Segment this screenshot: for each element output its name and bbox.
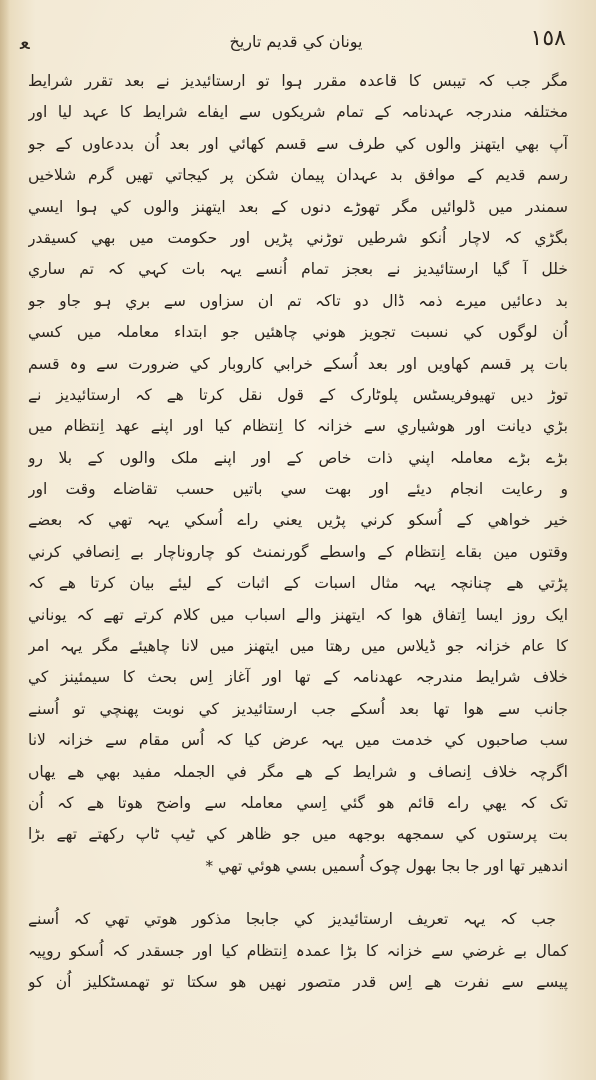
text-line: بگڑي کہ لاچار اُنکو شرطيں توڑني پڑيں اور حکومت ميں بھي کسيقدر xyxy=(28,228,568,247)
text-line: پڑتي هے چنانچہ يہہ مثال اسبات کے اثبات کے لیئے بيان کرتا هے کہ xyxy=(28,574,568,593)
text-line: رسم قديم کے موافق بد عہدان پيمان شکن پر کيجاتي تھيں گرم شلاخيں xyxy=(28,166,568,185)
page-header xyxy=(20,26,572,66)
paragraph-1 xyxy=(28,66,568,882)
text-line: بات پر قسم کھاويں اور بعد اُسکے خرابي کاروبار کي ضرورت سے وہ قسم xyxy=(28,354,568,373)
text-line: پيسے سے نفرت هے اِس قدر متصور نهيں هو سکتا تو تهمسٹکليز اُن کو xyxy=(28,972,568,991)
running-title: يونان کي قديم تاريخ xyxy=(229,32,363,51)
text-line: تک کہ يهي راے قائم هو گئي اِسي معاملہ سے واضح هوتا هے کہ اُن xyxy=(28,793,568,812)
text-line: بت پرستوں کي سمجهه بوجهه ميں جو ظاهر کي ٹيپ ٹاپ رکهتے تھے بڑا xyxy=(28,825,568,844)
text-line: اگرچہ خلاف اِنصاف و شرايط کے هے مگر في الجملہ مفيد بهي هے يهاں xyxy=(28,762,568,781)
text-line: مختلفہ مندرجہ عہدنامہ کے تمام شريکوں سے ايفاے شرايط کا عہد ليا اور xyxy=(28,103,568,122)
text-line: توڑ ديں تھيوفريسٹس پلوٹارک کے قول نقل کرتا هے کہ ارستائيديز نے xyxy=(28,385,568,404)
page-number: ١٥٨ xyxy=(530,26,566,51)
text-line: ايک روز ايسا اِتفاق هوا کہ ايتھنز والے اسباب ميں کلام کرتے تھے کہ يوناني xyxy=(28,605,568,624)
paragraph-2 xyxy=(28,904,568,998)
text-line: کا عام خزانہ جو ڈيلاس ميں رهتا ميں ايتھنز ميں لانا چاهيئے مگر يہہ امر xyxy=(28,637,568,656)
page-binding-shadow xyxy=(0,0,10,1080)
paragraph-gap xyxy=(28,882,568,904)
text-line: خلل آ گيا ارستائيديز نے بعجز تمام اُنسے يہہ بات کہي کہ تم ساري xyxy=(28,260,568,279)
text-line: سمندر ميں ڈلوائيں مگر تھوڑے دنوں کے بعد ايتھنز والوں کي ہوا ايسي xyxy=(28,197,568,216)
text-line: بڑے بڑے معاملہ اپني ذات خاص کے اور اپنے ملک والوں کے بلا رو xyxy=(28,448,568,467)
text-line: آپ بھي ايتھنز والوں کي طرف سے قسم کھائي اور بعد اُن بددعاوں کے جو xyxy=(28,134,568,153)
text-line: بد دعائيں ميرے ذمہ ڈال دو تاکہ تم ان سزاوں سے بري ہو جاو جو xyxy=(28,291,568,310)
text-line: و رعايت انجام ديئے اور بهت سي باتيں حسب تقاضاے وقت اور xyxy=(28,480,568,499)
text-line: جانب سے هوا تها بعد اُسکے جب ارستائيديز کي نوبت پهنچي تو اُسنے xyxy=(28,699,568,718)
body-text xyxy=(28,66,568,998)
text-line: خير خواهي کے اُسکو کرني پڑيں يعني راے اُسکي يہہ تهي کہ بعضے xyxy=(28,511,568,530)
text-line: مگر جب کہ تيبس کا قاعدہ مقرر ہوا تو ارستائيديز نے بعد تقرر شرايط xyxy=(28,72,568,90)
text-line: سب صاحبوں کي خدمت ميں يہہ عرض کيا کہ اُس مقام سے خزانہ لانا xyxy=(28,731,568,750)
text-line: بڑي ديانت اور هوشياري سے خزانہ کا اِنتظام کيا اور اپنے عهد اِنتظام ميں xyxy=(28,417,568,436)
text-line: جب کہ يہہ تعريف ارستائيديز کي جابجا مذکور هوتي تهي کہ اُسنے xyxy=(28,910,556,929)
text-line: اندهير تها اور جا بجا بهول چوک اُسميں بسي هوئي تهي * xyxy=(205,856,568,875)
text-line: وقتوں مين بقاے اِنتظام کے واسطے گورنمنٹ کو چاروناچار بے اِنصافي کرني xyxy=(28,542,568,561)
text-line: کمال بے غرضي سے خزانہ کا بڑا عمدہ اِنتظام کيا اور جسقدر کہ اُسکو روپيہ xyxy=(28,941,568,960)
text-line: خلاف شرايط مندرجہ عهدنامہ کے تها اور آغاز اِس بحث کا سيمئينز کي xyxy=(28,668,568,687)
text-line: اُن لوگوں کي نسبت تجويز هوني چاهئيں جو ابتداء معاملہ ميں کسي xyxy=(28,323,568,342)
corner-mark: ﻌ xyxy=(20,30,30,54)
